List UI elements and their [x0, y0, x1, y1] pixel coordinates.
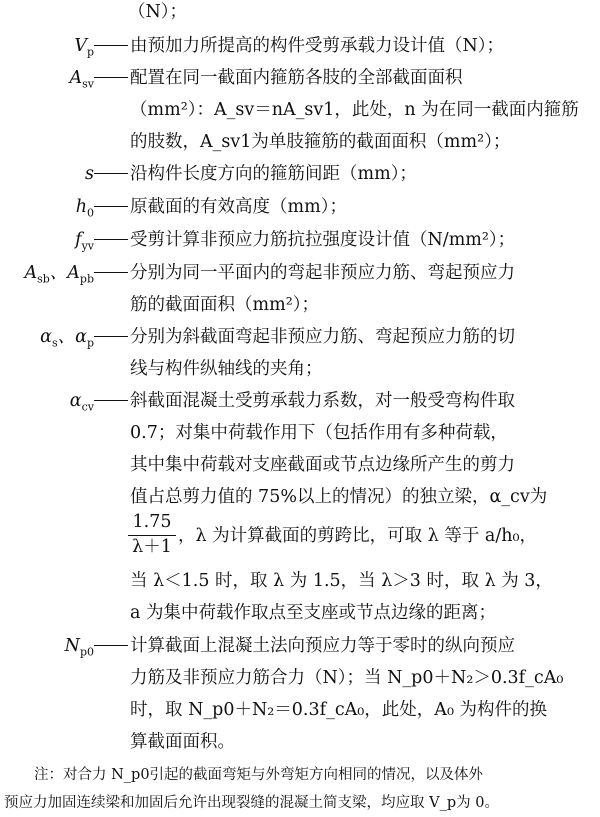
text-line-3: （mm²）：A_sv＝nA_sv1，此处，n 为在同一截面内箍筋 — [130, 100, 579, 120]
text-line-7: 受剪计算非预应力筋抗拉强度设计值（N/mm²）； — [94, 232, 515, 250]
text-line-13: 0.7；对集中荷载作用下（包括作用有多种荷载， — [130, 423, 508, 443]
definition-dash — [94, 272, 128, 273]
symbol-vp: $V_p$ — [74, 36, 94, 59]
definition-dash — [94, 400, 128, 401]
symbol-s: s — [85, 164, 94, 184]
definition-dash — [94, 77, 128, 78]
text-line-19: 计算截面上混凝土法向预应力等于零时的纵向预应 — [94, 638, 515, 656]
text-line-9: 筋的截面面积（mm²）； — [130, 295, 319, 315]
text-line-20: 力筋及非预应力筋合力（N）；当 N_p0＋N₂＞0.3f_cA₀ — [130, 668, 564, 688]
text-line-21: 时，取 N_p0＋N₂＝0.3f_cA₀，此处，A₀ 为构件的换 — [130, 700, 548, 720]
symbol-asv: $A_{sv}$ — [69, 68, 94, 91]
text-line-4: 的肢数，A_sv1为单肢箍筋的截面面积（mm²）； — [130, 132, 511, 152]
fraction-1-75-over-lambda-plus-1 — [128, 514, 176, 556]
text-line-2: 配置在同一截面内箍筋各肢的全部截面面积 — [94, 70, 463, 88]
text-line-1: 由预加力所提高的构件受剪承载力设计值（N）； — [94, 38, 504, 56]
text-line-17: 当 λ＜1.5 时，取 λ 为 1.5，当 λ＞3 时，取 λ 为 3， — [130, 571, 553, 591]
fraction-denominator: λ＋1 — [132, 536, 172, 557]
definition-dash — [94, 45, 128, 46]
text-line-6: 原截面的有效高度（mm）； — [94, 199, 347, 217]
definition-dash — [94, 336, 128, 337]
text-line-16: ，λ 为计算截面的剪跨比，可取 λ 等于 a/h₀， — [178, 526, 538, 546]
text-line-11: 线与构件纵轴线的夹角； — [130, 359, 323, 379]
note-line-2: 预应力加固连续梁和加固后允许出现裂缝的混凝土简支梁，均应取 V_p为 0。 — [4, 795, 499, 811]
definition-dash — [94, 239, 128, 240]
text-line-5: 沿构件长度方向的箍筋间距（mm）； — [94, 166, 417, 184]
text-line-18: a 为集中荷载作取点至支座或节点边缘的距离； — [130, 603, 496, 623]
note-line-1: 注：对合力 N_p0引起的截面弯矩与外弯矩方向相同的情况，以及体外 — [34, 767, 484, 783]
text-line-12: 斜截面混凝土受剪承载力系数，对一般受弯构件取 — [94, 393, 515, 411]
text-line-22: 算截面面积。 — [130, 732, 235, 752]
symbol-fyv: $f_{yv}$ — [75, 230, 94, 253]
symbol-np0: $N_{p0}$ — [64, 636, 94, 659]
definition-dash — [94, 206, 128, 207]
fraction-numerator: 1.75 — [128, 514, 176, 536]
symbol-h0: $h_0$ — [75, 197, 94, 220]
text-line-15: 值占总剪力值的 75%以上的情况）的独立梁，α_cv为 — [130, 487, 548, 507]
definition-dash — [94, 173, 128, 174]
text-line-0: （N）； — [128, 2, 188, 22]
definition-dash — [94, 645, 128, 646]
symbol-asb-apb: $A_{sb}$、$A_{pb}$ — [24, 263, 94, 286]
text-line-14: 其中集中荷载对支座截面或节点边缘所产生的剪力 — [130, 455, 515, 475]
symbol-alpha-cv: $\alpha_{cv}$ — [69, 391, 94, 414]
symbol-alpha-s-p: $\alpha_s$、$\alpha_p$ — [40, 327, 94, 350]
text-line-8: 分别为同一平面内的弯起非预应力筋、弯起预应力 — [94, 265, 515, 283]
text-line-10: 分别为斜截面弯起非预应力筋、弯起预应力筋的切 — [94, 329, 515, 347]
